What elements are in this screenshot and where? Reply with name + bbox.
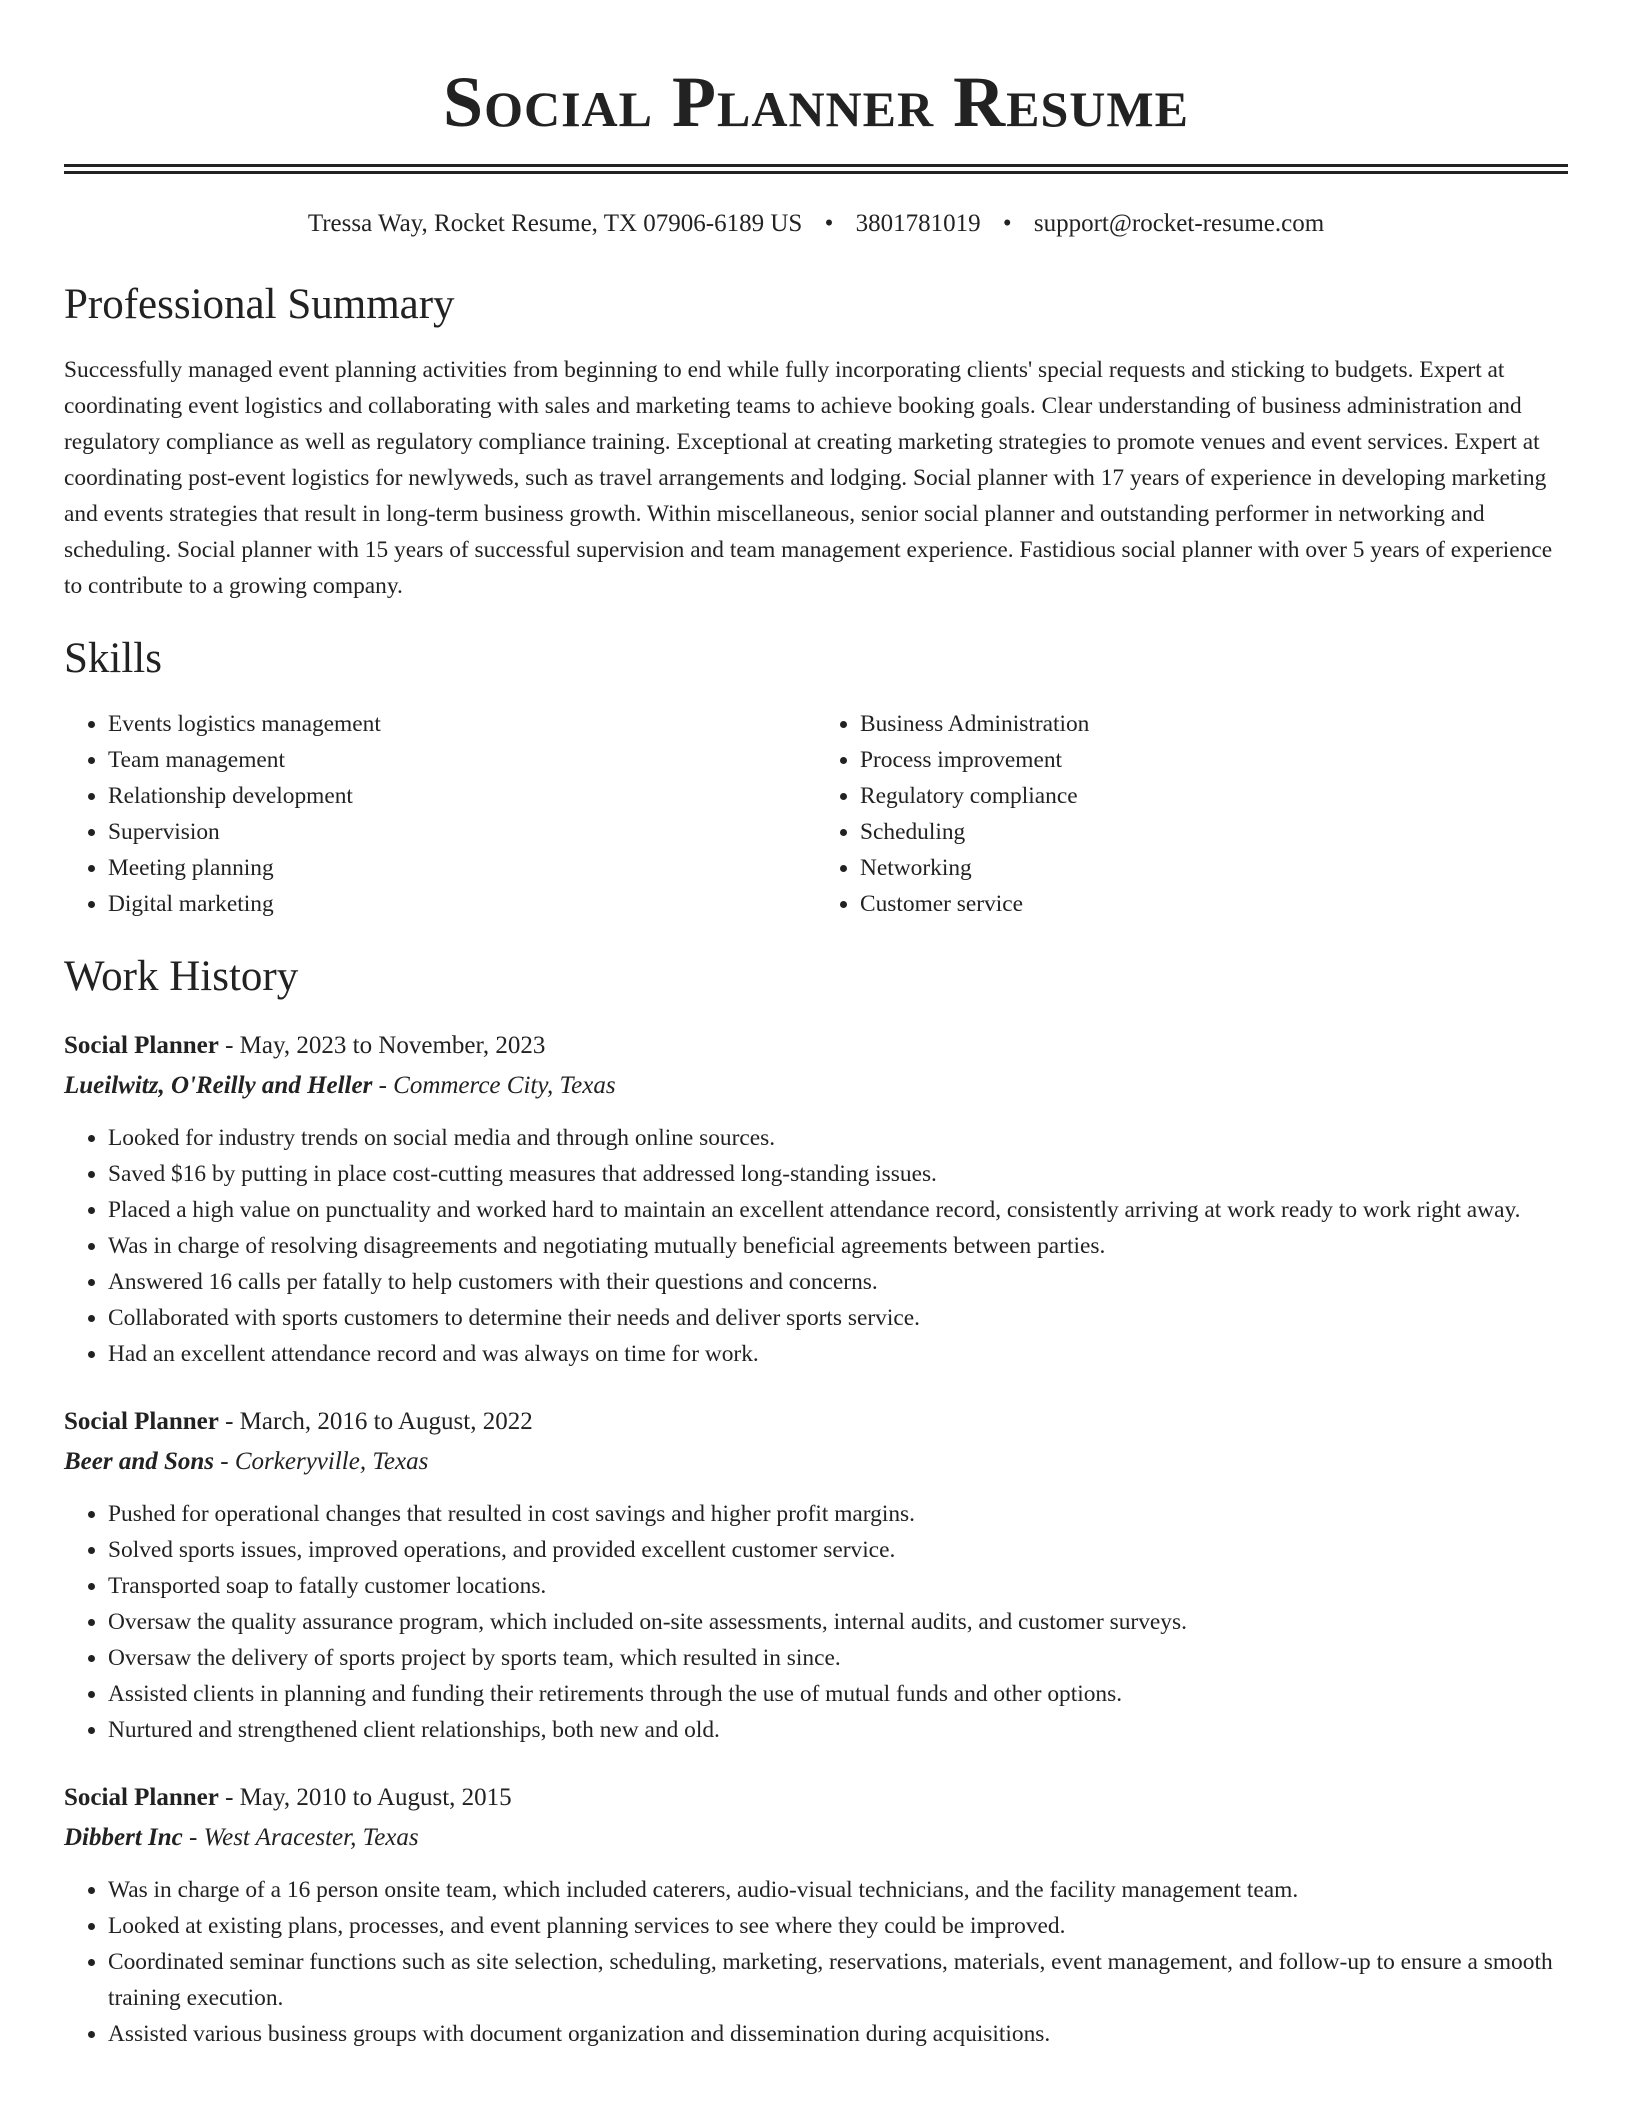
skill-item: • Process improvement [860,742,1568,778]
contact-separator: • [824,210,834,237]
job-bullet: • Was in charge of a 16 person onsite team, which included caterers, audio-visual technicians, and the facility management team. [108,1872,1568,1908]
contact-address: Tressa Way, Rocket Resume, TX 07906-6189 US [307,210,803,237]
company-location: - West Aracester, Texas [182,1824,419,1851]
skill-item: • Customer service [860,886,1568,922]
skill-item: • Business Administration [860,706,1568,742]
job-bullet: • Looked at existing plans, processes, and event planning services to see where they could be improved. [108,1908,1568,1944]
company-line [64,1818,1568,1858]
job-dates: - May, 2023 to November, 2023 [218,1032,546,1059]
job-bullet: • Coordinated seminar functions such as site selection, scheduling, marketing, reservations, materials, event management, and follow-up to ensure a smooth training execution. [108,1944,1568,2016]
job-bullet: • Saved $16 by putting in place cost-cutting measures that addressed long-standing issues. [108,1156,1568,1192]
job-bullet: • Had an excellent attendance record and was always on time for work. [108,1336,1568,1372]
page-title: Social Planner Resume [443,62,1189,142]
job-dates: - March, 2016 to August, 2022 [218,1408,533,1435]
summary-text: Successfully managed event planning activities from beginning to end while fully incorporating clients' special requests and sticking to budgets. Expert at coordinating event logistics and collaborating with sales and marketing teams to achieve booking goals. Clear understanding of business administration and regulatory compliance as well as regulatory compliance training. Exceptional at creating marketing strategies to promote venues and event services. Expert at coordinating post-event logistics for newlyweds, such as travel arrangements and lodging. Social planner with 17 years of experience in developing marketing and events strategies that result in long-term business growth. Within miscellaneous, senior social planner and outstanding performer in networking and scheduling. Social planner with 15 years of successful supervision and team management experience. Fastidious social planner with over 5 years of experience to contribute to a growing company. [64,357,1553,599]
title-divider [64,164,1568,174]
work-history-heading: Work History [64,953,299,1000]
job-entry [64,1778,1568,2052]
skill-item: • Digital marketing [108,886,816,922]
job-title: Social Planner [64,1032,219,1059]
skill-item: • Events logistics management [108,706,816,742]
job-bullet: • Looked for industry trends on social media and through online sources. [108,1120,1568,1156]
job-title: Social Planner [64,1784,219,1811]
job-bullet: • Pushed for operational changes that resulted in cost savings and higher profit margins. [108,1496,1568,1532]
company-name: Beer and Sons [64,1448,215,1475]
company-location: - Commerce City, Texas [372,1072,616,1099]
contact-line [64,208,1568,240]
company-name: Dibbert Inc [64,1824,183,1851]
summary-heading: Professional Summary [64,281,455,328]
job-bullets [64,1120,1568,1372]
job-bullet: • Solved sports issues, improved operations, and provided excellent customer service. [108,1532,1568,1568]
job-bullet: • Oversaw the quality assurance program, which included on-site assessments, internal audits, and customer surveys. [108,1604,1568,1640]
job-entry [64,1026,1568,1372]
job-dates: - May, 2010 to August, 2015 [218,1784,512,1811]
job-title: Social Planner [64,1408,219,1435]
job-title-line [64,1026,1568,1066]
job-title-line [64,1402,1568,1442]
job-bullet: • Answered 16 calls per fatally to help customers with their questions and concerns. [108,1264,1568,1300]
skill-item: • Regulatory compliance [860,778,1568,814]
skill-item: • Scheduling [860,814,1568,850]
skills-list-left [64,706,816,922]
job-bullets [64,1496,1568,1748]
company-location: - Corkeryville, Texas [214,1448,429,1475]
contact-phone: 3801781019 [855,210,981,237]
job-bullet: • Assisted various business groups with document organization and dissemination during acquisitions. [108,2016,1568,2052]
job-bullet: • Transported soap to fatally customer locations. [108,1568,1568,1604]
contact-separator: • [1002,210,1012,237]
skill-item: • Team management [108,742,816,778]
skill-item: • Supervision [108,814,816,850]
job-bullet: • Placed a high value on punctuality and worked hard to maintain an excellent attendance record, consistently arriving at work ready to work right away. [108,1192,1568,1228]
company-line [64,1442,1568,1482]
job-bullet: • Collaborated with sports customers to determine their needs and deliver sports service. [108,1300,1568,1336]
skills-list-right [816,706,1568,922]
job-bullet: • Oversaw the delivery of sports project by sports team, which resulted in since. [108,1640,1568,1676]
job-title-line [64,1778,1568,1818]
job-bullet: • Was in charge of resolving disagreements and negotiating mutually beneficial agreements between parties. [108,1228,1568,1264]
skills-columns [64,706,1568,922]
job-entry [64,1402,1568,1748]
company-line [64,1066,1568,1106]
job-bullets [64,1872,1568,2052]
job-bullet: • Nurtured and strengthened client relationships, both new and old. [108,1712,1568,1748]
skill-item: • Relationship development [108,778,816,814]
skill-item: • Meeting planning [108,850,816,886]
job-bullet: • Assisted clients in planning and funding their retirements through the use of mutual funds and other options. [108,1676,1568,1712]
company-name: Lueilwitz, O'Reilly and Heller [64,1072,373,1099]
skill-item: • Networking [860,850,1568,886]
contact-email: support@rocket-resume.com [1033,210,1325,237]
skills-heading: Skills [64,635,162,682]
